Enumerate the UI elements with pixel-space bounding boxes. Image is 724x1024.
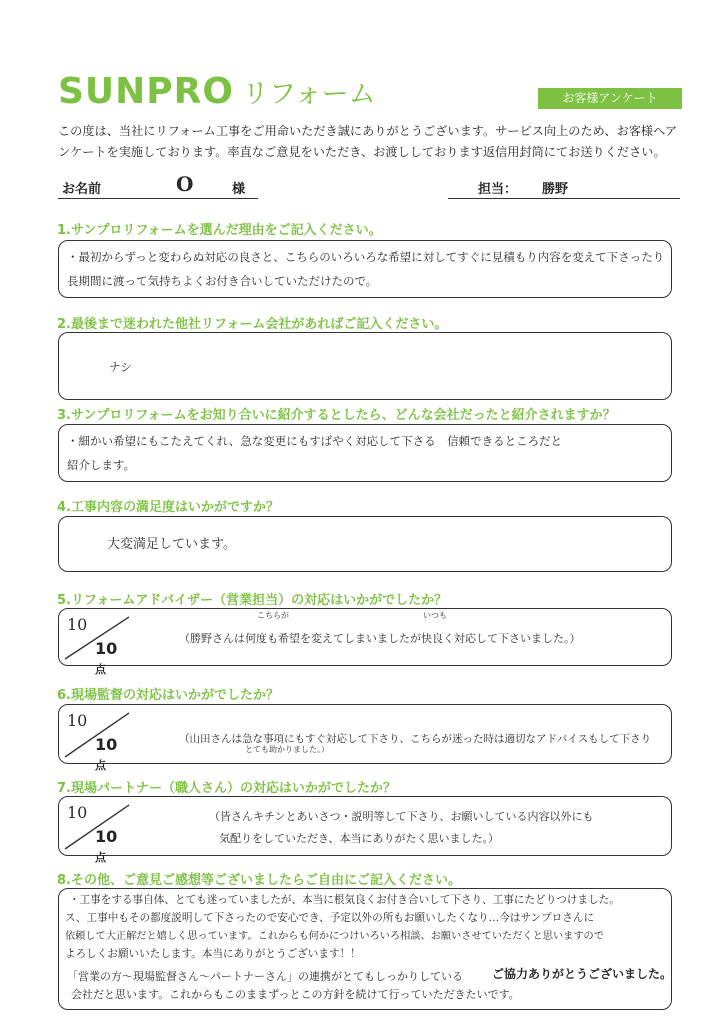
customer-info-row (58, 172, 680, 202)
answer-7-line-2: 気配りをしていただき、本当にありがたく思いました。） (219, 832, 500, 845)
score-7-raw: 10 (67, 803, 88, 822)
score-7-value (95, 827, 117, 865)
score-6-raw: 10 (67, 711, 88, 730)
name-label: お名前 (62, 182, 102, 197)
score-6-unit: 点 (95, 759, 106, 772)
answer-8-line-2: ス、工事中もその都度説明して下さったので安心でき、予定以外の所もお願いしたくなり…今はサンプロさんに (65, 912, 595, 924)
intro-text: この度は、当社にリフォーム工事をご用命いただき誠にありがとうございます。サービス向上のため、お客様へアンケートを実施しております。率直なご意見をいただき、お渡ししております返信用封筒にてお送りください。 (58, 124, 678, 159)
survey-badge: お客様アンケート (538, 88, 682, 109)
answer-5-note-1: こちらが (257, 611, 289, 620)
question-2-title: 2.最後まで迷われた他社リフォーム会社があればご記入ください。 (57, 317, 448, 332)
answer-5-note-2: いつも (423, 611, 447, 620)
score-7-unit: 点 (95, 851, 106, 864)
answer-1-line-2: 長期間に渡って気持ちよくお付き合いしていただけたので。 (67, 274, 378, 288)
answer-box-7 (58, 796, 672, 864)
score-5-value (95, 639, 117, 677)
logo-main: SUNPRO (58, 71, 234, 112)
question-1-title: 1.サンプロリフォームを選んだ理由をご記入ください。 (57, 223, 382, 238)
answer-box-3 (58, 424, 672, 482)
staff-label: 担当： (478, 182, 518, 197)
staff-name: 勝野 (542, 182, 569, 197)
question-7-title: 7.現場パートナー（職人さん）の対応はいかがでしたか？ (57, 781, 396, 796)
answer-box-2 (58, 332, 672, 400)
answer-1-line-1: ・最初からずっと変わらぬ対応の良さと、こちらのいろいろな希望に対してすぐに見積もり内容を変えて下さったり (67, 250, 665, 264)
question-3-title: 3.サンプロリフォームをお知り合いに紹介するとしたら、どんな会社だったと紹介されますか？ (57, 408, 616, 423)
score-5-raw: 10 (67, 615, 88, 634)
score-6-number: 10 (95, 735, 118, 754)
question-4-title: 4.工事内容の満足度はいかがですか？ (57, 500, 279, 515)
company-logo (58, 72, 376, 115)
answer-box-4 (58, 516, 672, 572)
answer-3-line-1: ・細かい希望にもこたえてくれ、急な変更にもすばやく対応して下さる 信頼できるところだと (67, 434, 563, 448)
staff-underline (448, 198, 680, 199)
answer-3-line-2: 紹介します。 (67, 458, 136, 472)
answer-box-5 (58, 608, 672, 676)
logo-sub: リフォーム (242, 79, 376, 110)
question-6-title: 6.現場監督の対応はいかがでしたか？ (57, 688, 279, 703)
answer-8-line-3: 依頼して大正解だと嬉しく思っています。これからも何かにつけいろいろ相談、お願いさせていただくと思いますので (65, 931, 604, 942)
answer-7-line-1: （皆さんキチンとあいさつ・説明等して下さり、お願いしている内容以外にも (209, 810, 594, 823)
answer-2-line-1: ナシ (109, 360, 132, 374)
question-5-title: 5.リフォームアドバイザー（営業担当）の対応はいかがでしたか？ (57, 593, 448, 608)
question-8-title: 8.その他、ご意見ご感想等ございましたらご自由にご記入ください。 (57, 873, 461, 888)
score-5-number: 10 (95, 639, 118, 658)
answer-8-line-4: よろしくお願いいたします。本当にありがとうございます！！ (65, 948, 361, 960)
honorific: 様 (232, 182, 246, 197)
customer-name: O (176, 172, 194, 196)
answer-8-line-5: 「営業の方～現場監督さん～パートナーさん」の連携がとてもしっかりしている (67, 970, 463, 983)
answer-6-line-1: （山田さんは急な事項にもすぐ対応して下さり、こちらが迷った時は適切なアドバイスもして下さり (179, 733, 652, 745)
answer-box-1 (58, 240, 672, 298)
answer-4-line-1: 大変満足しています。 (107, 537, 236, 552)
thanks-message: ご協力ありがとうございました。 (492, 967, 673, 981)
score-5-unit: 点 (95, 663, 106, 676)
answer-box-6 (58, 704, 672, 772)
answer-8-line-6: 会社だと思います。これからもこのままずっとこの方針を続けて行っていただきたいです。 (71, 988, 520, 1001)
score-7-number: 10 (95, 827, 118, 846)
answer-box-8 (58, 888, 672, 1010)
answer-6-note-1: とても助かりました。） (245, 745, 329, 754)
answer-5-line-1: （勝野さんは何度も希望を変えてしまいましたが快良く対応して下さいました。） (179, 632, 581, 645)
answer-8-line-1: ・工事をする事自体、とても迷っていましたが、本当に根気良くお付き合いして下さり、工事にたどりつけました。 (69, 894, 620, 906)
score-6-value (95, 735, 117, 773)
name-underline (58, 198, 258, 199)
